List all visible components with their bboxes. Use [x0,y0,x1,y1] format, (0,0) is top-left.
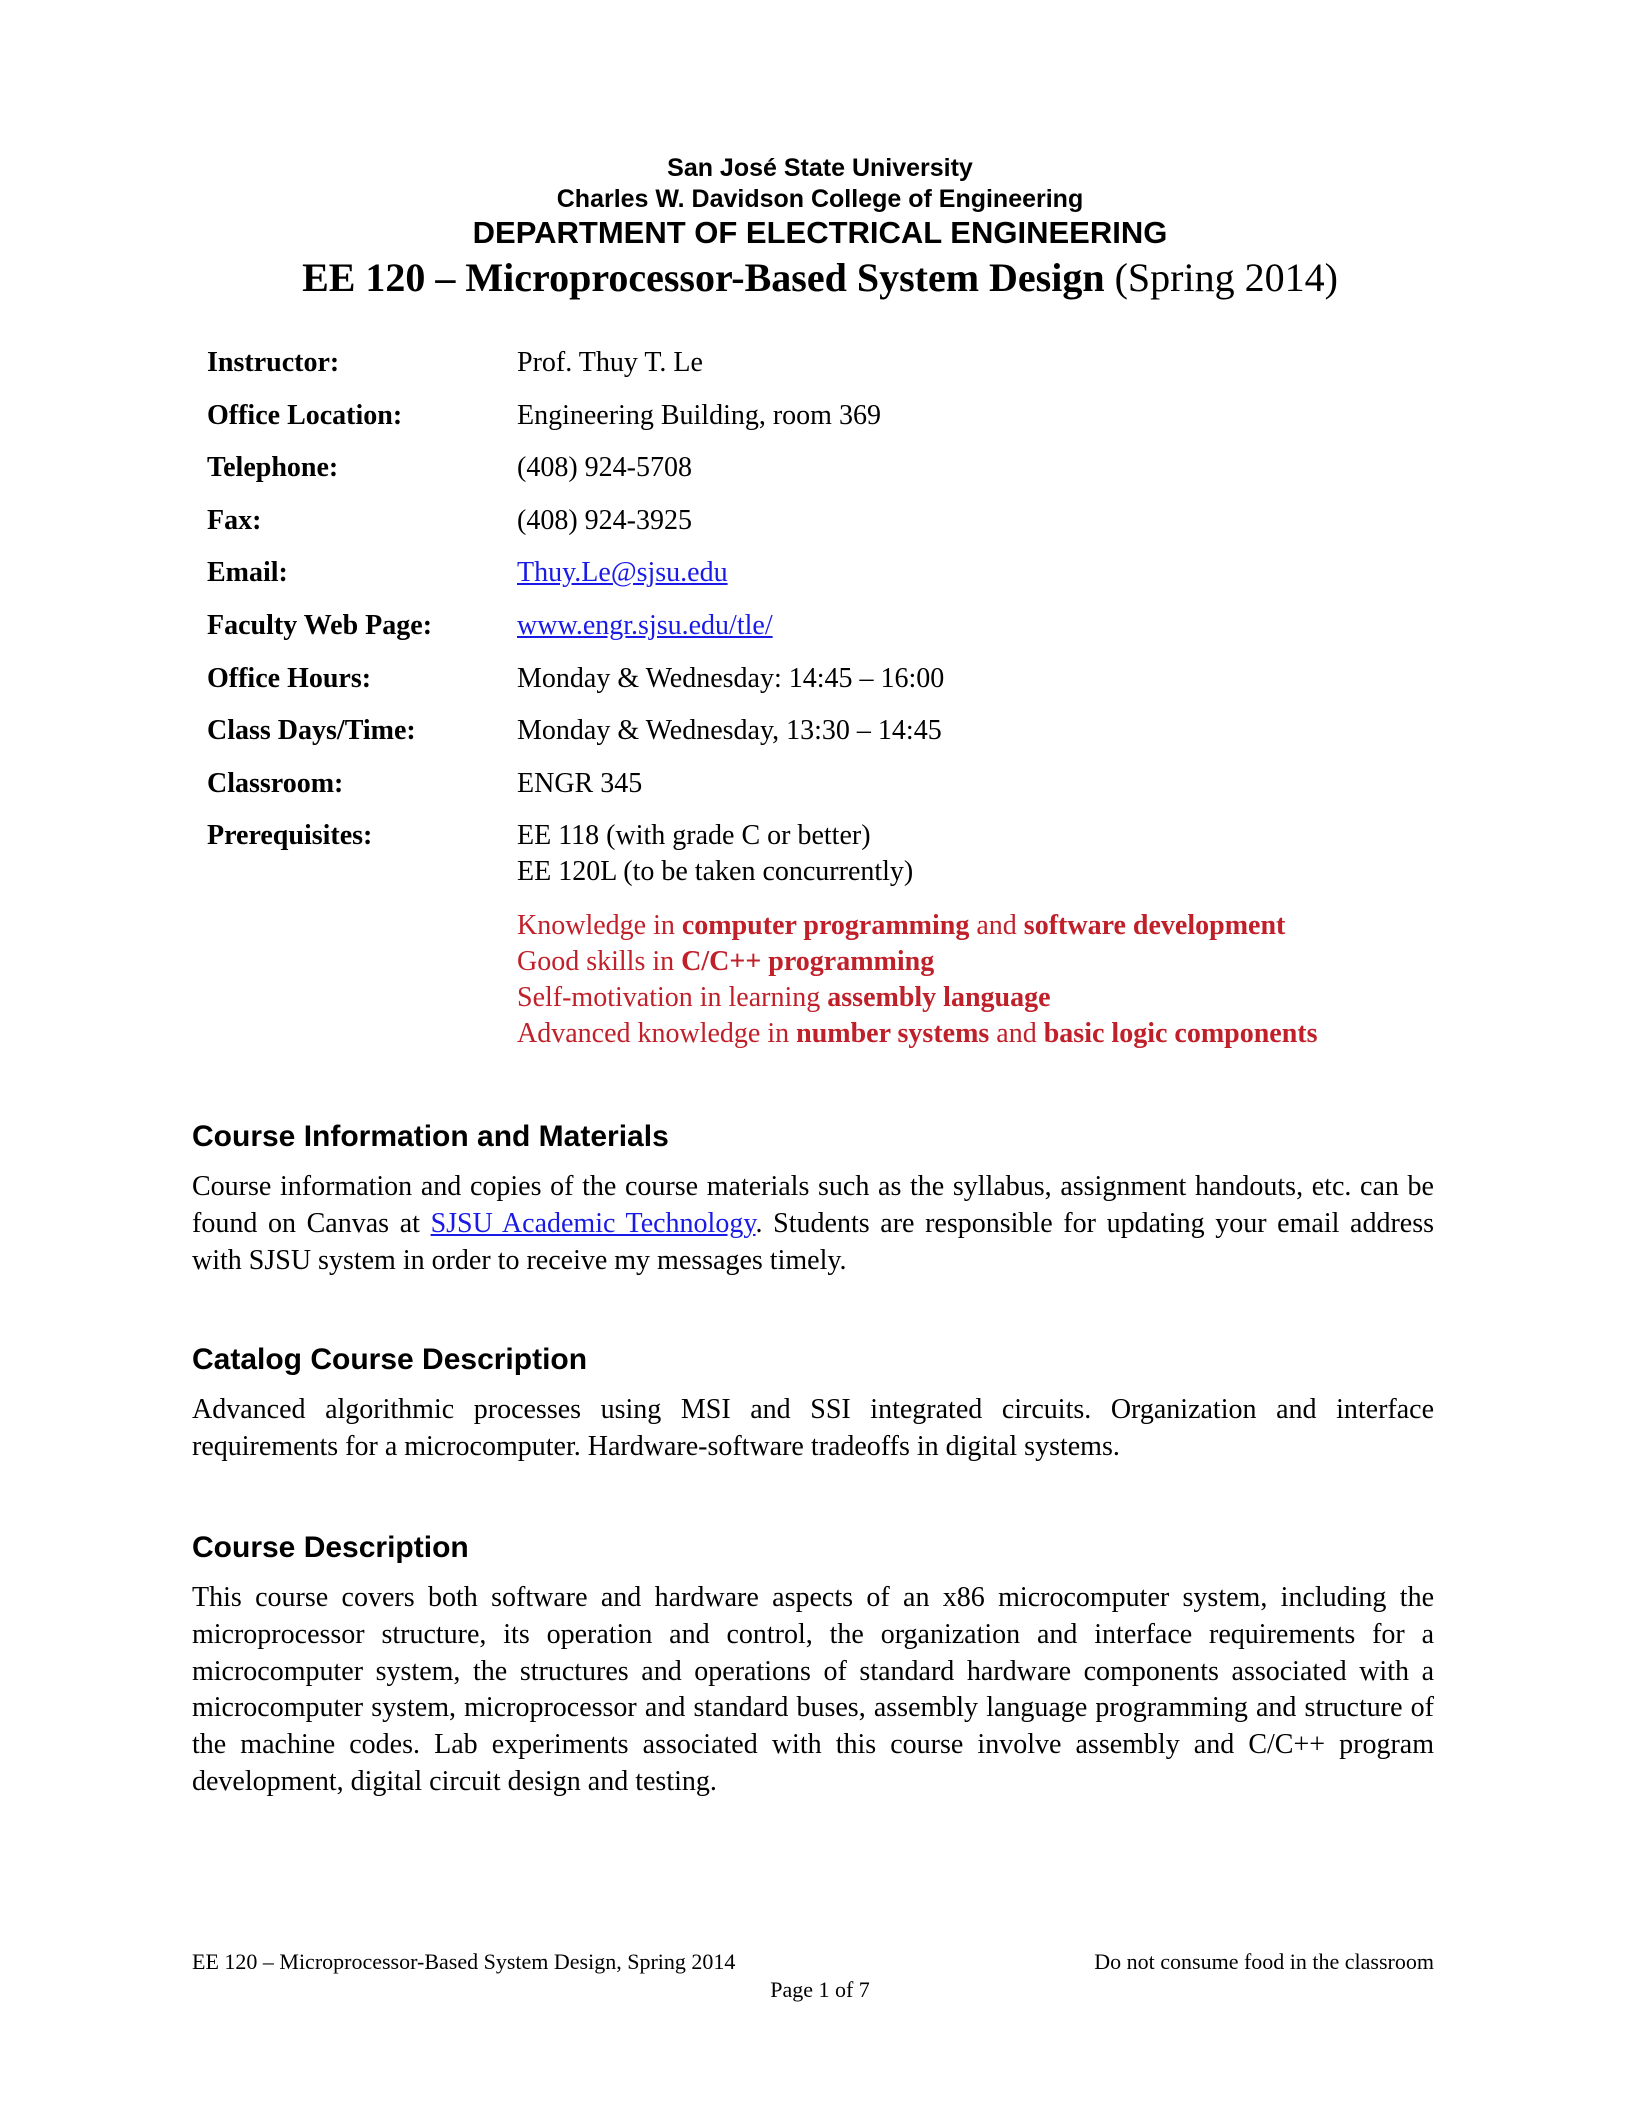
page-number: Page 1 of 7 [770,1977,870,2002]
instructor-value: Prof. Thuy T. Le [517,347,703,378]
description-paragraph: This course covers both software and hardware aspects of an x86 microcomputer system, including the microprocessor structure, its operation and control, the organization and interface requirements for a microcomputer system, the structures and operations of standard hardware components associated with a microcomputer system, microprocessor and standard buses, assembly language programming and structure of the machine codes. Lab experiments associated with this course involve assembly and C/C++ program development, digital circuit design and testing. [192,1582,1434,1797]
web-label: Faculty Web Page: [207,609,433,641]
prerequisites-row [207,818,1447,890]
office-value: Engineering Building, room 369 [517,399,881,431]
fax-row [207,503,1447,556]
classroom-value: ENGR 345 [517,767,643,799]
requirement-item: Good skills in C/C++ programming [517,946,935,978]
description-section [192,1528,1434,1801]
office-hours-label: Office Hours: [207,662,372,694]
footer-notice: Do not consume food in the classroom [1094,1949,1434,1974]
skill-requirements [517,908,1447,1052]
email-label: Email: [207,557,288,589]
prerequisite-item: EE 118 (with grade C or better) [517,820,871,852]
fax-label: Fax: [207,504,262,536]
description-heading: Course Description [192,1531,469,1564]
prerequisite-item: EE 120L (to be taken concurrently) [517,856,914,888]
materials-heading: Course Information and Materials [192,1120,669,1153]
catalog-heading: Catalog Course Description [192,1343,588,1376]
course-term: (Spring 2014) [1114,255,1338,300]
prerequisites-label: Prerequisites: [207,820,373,852]
telephone-label: Telephone: [207,452,339,484]
email-row [207,555,1447,608]
instructor-label: Instructor: [207,347,340,378]
classroom-label: Classroom: [207,767,344,799]
instructor-row [207,345,1447,398]
materials-section [192,1117,1434,1279]
footer-course: EE 120 – Microprocessor-Based System Design, Spring 2014 [192,1949,736,1974]
department-name: DEPARTMENT OF ELECTRICAL ENGINEERING [472,215,1168,250]
catalog-section [192,1340,1434,1466]
requirement-item: Advanced knowledge in number systems and basic logic components [517,1018,1318,1050]
faculty-web-link[interactable]: www.engr.sjsu.edu/tle/ [517,609,773,641]
class-time-row [207,713,1447,766]
telephone-value: (408) 924-5708 [517,452,692,484]
office-hours-row [207,661,1447,714]
course-info-table [207,345,1447,1052]
class-time-value: Monday & Wednesday, 13:30 – 14:45 [517,715,942,747]
office-label: Office Location: [207,399,403,431]
classroom-row [207,766,1447,819]
catalog-paragraph: Advanced algorithmic processes using MSI and SSI integrated circuits. Organization and interface requirements for a microcomputer. Hardware-software tradeoffs in digital systems. [192,1394,1434,1462]
office-row [207,398,1447,451]
course-title [0,253,1640,303]
university-name: San José State University [667,154,973,182]
office-hours-value: Monday & Wednesday: 14:45 – 16:00 [517,662,945,694]
course-code-title: EE 120 – Microprocessor-Based System Design [302,255,1105,300]
materials-paragraph: Course information and copies of the course materials such as the syllabus, assignment handouts, etc. can be found on Canvas at SJSU Academic Technology. Students are responsible for updating your email address with SJSU system in order to receive my messages timely. [192,1171,1435,1276]
college-name: Charles W. Davidson College of Engineering [556,185,1084,213]
fax-value: (408) 924-3925 [517,504,692,536]
email-link[interactable]: Thuy.Le@sjsu.edu [517,557,728,589]
requirement-item: Knowledge in computer programming and software development [517,910,1286,942]
web-row [207,608,1447,661]
sjsu-academic-technology-link[interactable]: SJSU Academic Technology [430,1207,756,1239]
telephone-row [207,450,1447,503]
class-time-label: Class Days/Time: [207,715,416,747]
requirement-item: Self-motivation in learning assembly language [517,982,1051,1014]
